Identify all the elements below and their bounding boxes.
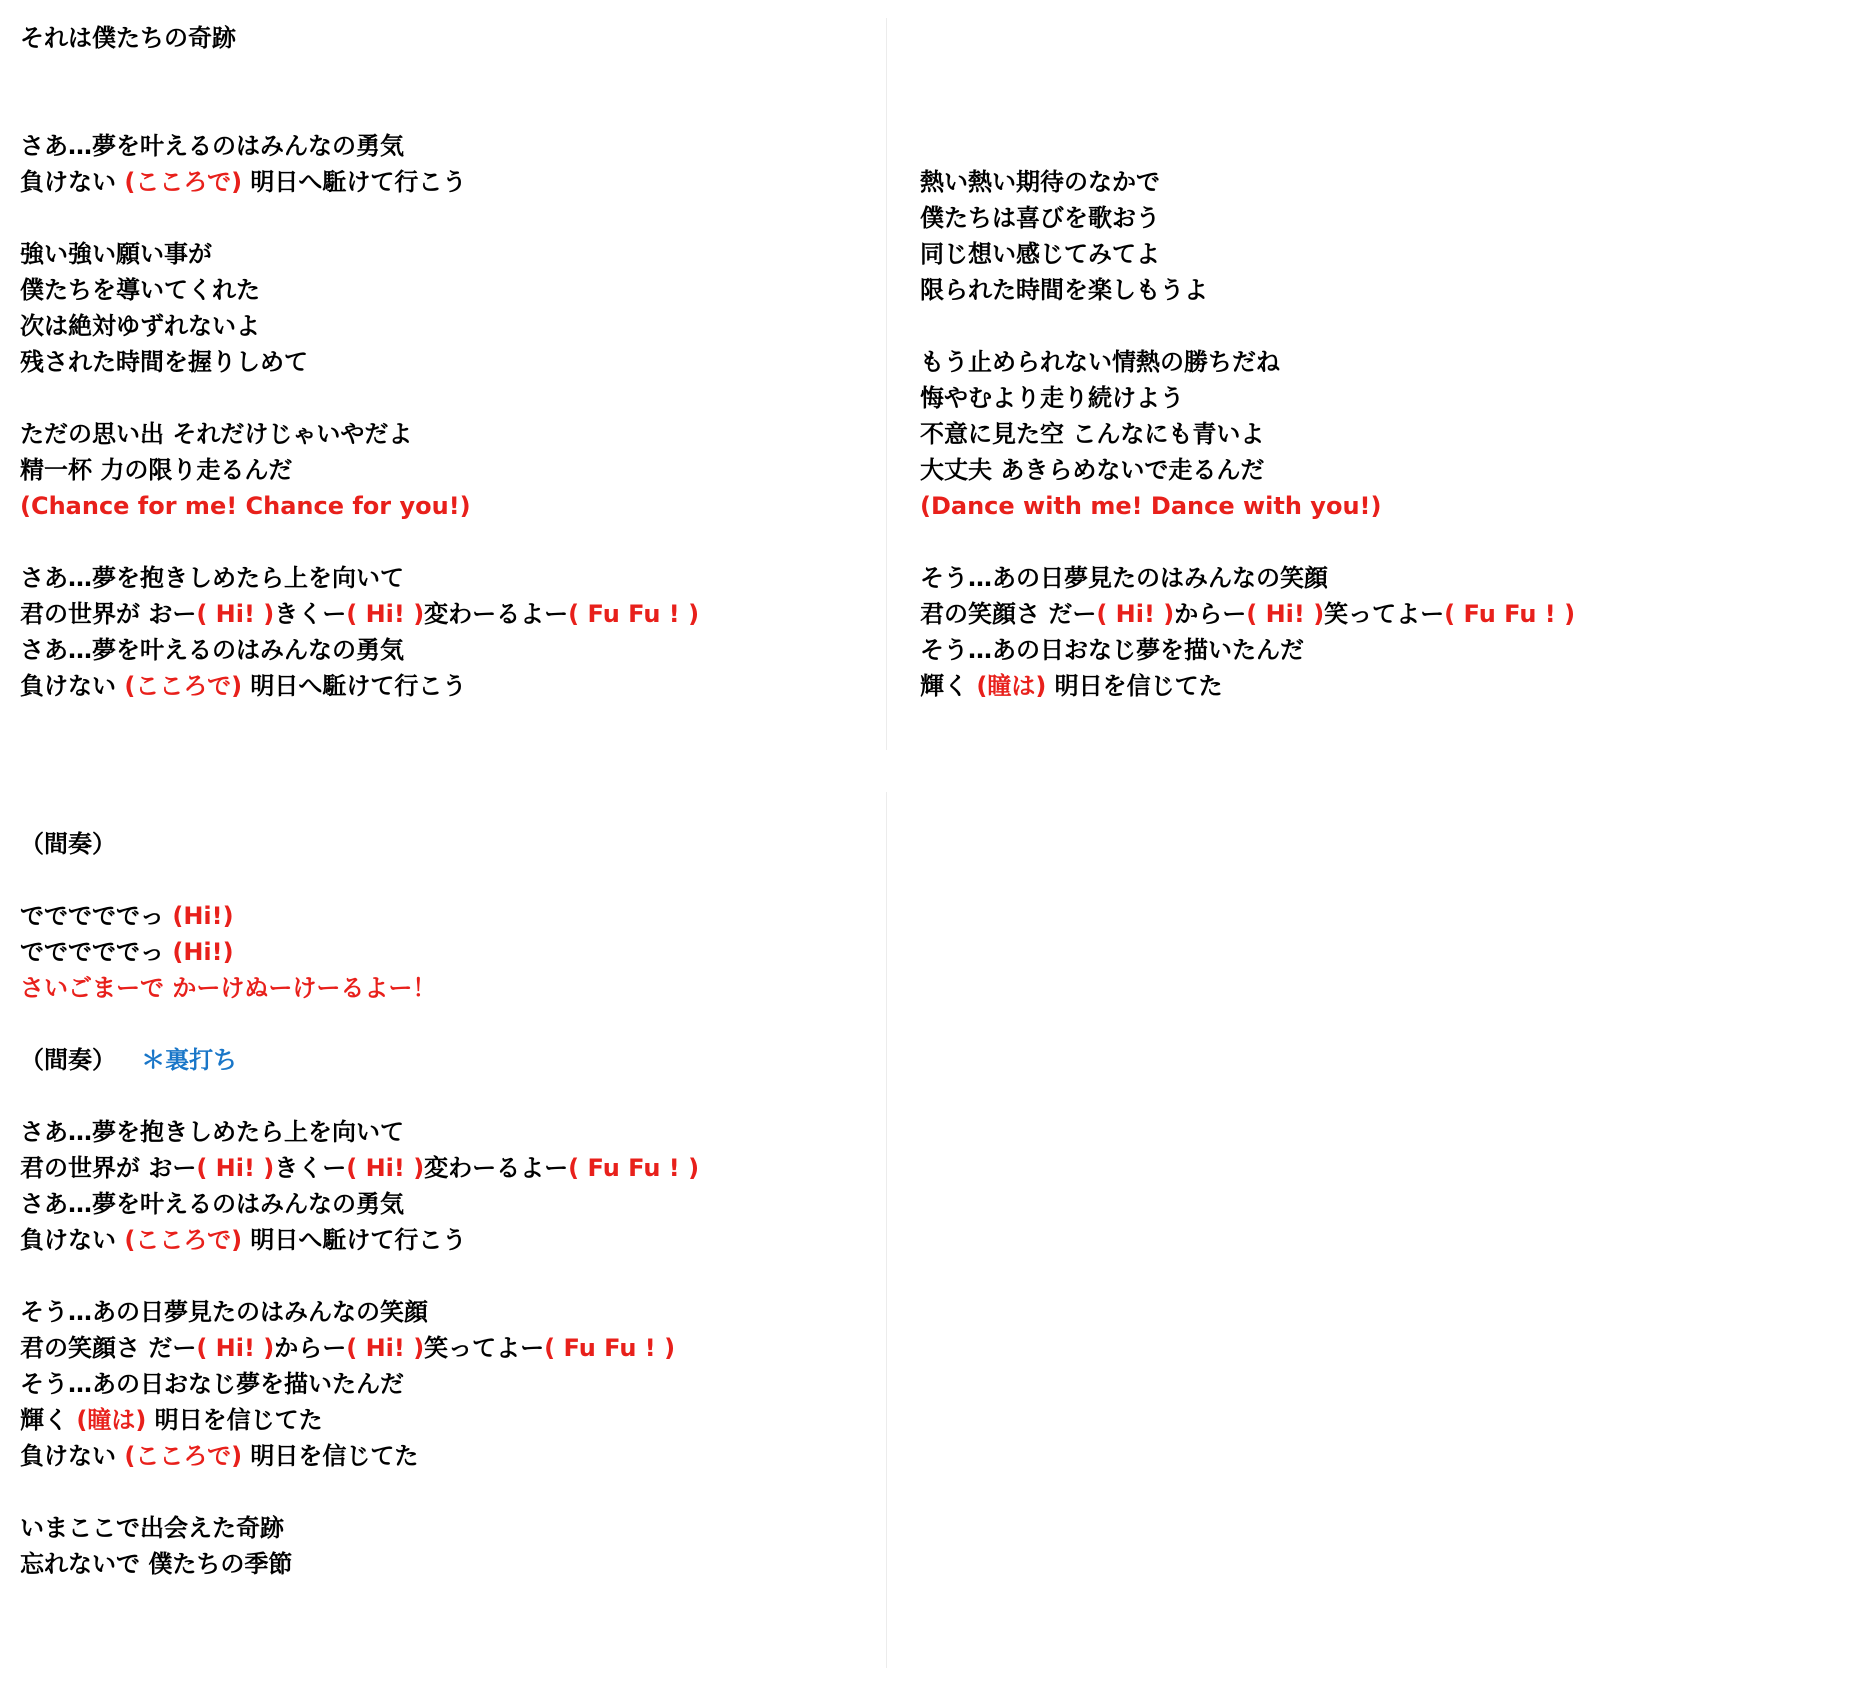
- lyric-text: さあ…夢を叶えるのはみんなの勇気: [20, 636, 404, 664]
- blank-line: [920, 20, 1575, 56]
- call-text: (こころで): [124, 672, 243, 700]
- lyric-text: 不意に見た空 こんなにも青いよ: [920, 420, 1265, 448]
- lyric-text: 精一杯 力の限り走るんだ: [20, 456, 293, 484]
- lyric-text: 限られた時間を楽しもうよ: [920, 276, 1208, 304]
- lyric-line: [920, 632, 1575, 668]
- lyric-text: 明日へ駈けて行こう: [242, 672, 467, 700]
- lyric-text: そう…あの日夢見たのはみんなの笑顔: [920, 564, 1328, 592]
- lyric-line: [20, 1438, 699, 1474]
- blank-line: [20, 524, 699, 560]
- lyrics-page-top-left: [0, 0, 880, 760]
- lyric-text: ただの思い出 それだけじゃいやだよ: [20, 420, 413, 448]
- lyric-text: 次は絶対ゆずれないよ: [20, 312, 260, 340]
- lyric-line: [20, 128, 699, 164]
- lyric-line: [20, 632, 699, 668]
- call-text: (Dance with me! Dance with you!): [920, 492, 1382, 520]
- lyric-text: 変わーるよー: [424, 600, 569, 628]
- lyric-line: [920, 416, 1575, 452]
- lyric-line: [20, 416, 699, 452]
- call-text: (Hi!): [172, 938, 234, 966]
- lyric-text: 僕たちを導いてくれた: [20, 276, 260, 304]
- lyric-text: 君の笑顔さ だー: [920, 600, 1097, 628]
- lyric-line: [920, 668, 1575, 704]
- call-text: (瞳は): [76, 1406, 147, 1434]
- call-text: ( Hi! ): [346, 1154, 425, 1182]
- lyric-text: でででででっ: [20, 902, 173, 930]
- lyric-line: [20, 164, 699, 200]
- lyric-line: [20, 1330, 699, 1366]
- lyric-line: [920, 560, 1575, 596]
- lyric-text: 僕たちは喜びを歌おう: [920, 204, 1160, 232]
- lyric-text: 明日へ駈けて行こう: [242, 1226, 467, 1254]
- lyric-text: 残された時間を握りしめて: [20, 348, 308, 376]
- note-text: ＊裏打ち: [141, 1046, 238, 1074]
- call-text: ( Hi! ): [346, 1334, 425, 1362]
- lyric-text: さあ…夢を叶えるのはみんなの勇気: [20, 1190, 404, 1218]
- lyric-text: 笑ってよー: [1324, 600, 1445, 628]
- call-text: ( Hi! ): [1246, 600, 1325, 628]
- call-text: ( Fu Fu ! ): [544, 1334, 676, 1362]
- lyric-text: 変わーるよー: [424, 1154, 569, 1182]
- lyric-text: きくー: [274, 600, 347, 628]
- lyric-line: [20, 1222, 699, 1258]
- lyric-text: 君の世界が おー: [20, 600, 197, 628]
- lyrics-page-top-right: [900, 0, 1872, 760]
- blank-line: [20, 56, 699, 92]
- blank-line: [920, 56, 1575, 92]
- lyric-text: 君の笑顔さ だー: [20, 1334, 197, 1362]
- blank-line: [20, 862, 699, 898]
- lyric-line: [20, 1402, 699, 1438]
- lyric-line: [20, 826, 699, 862]
- lyric-text: 明日へ駈けて行こう: [242, 168, 467, 196]
- blank-line: [20, 200, 699, 236]
- lyric-line: [20, 1294, 699, 1330]
- lyric-text: 輝く: [920, 672, 977, 700]
- lyric-text: もう止められない情熱の勝ちだね: [920, 348, 1280, 376]
- blank-line: [920, 128, 1575, 164]
- blank-line: [20, 1474, 699, 1510]
- blank-line: [920, 524, 1575, 560]
- lyric-line: [20, 934, 699, 970]
- call-text: ( Hi! ): [196, 1154, 275, 1182]
- lyric-text: （間奏）: [20, 1046, 142, 1074]
- lyric-text: 負けない: [20, 672, 125, 700]
- lyric-line: [20, 1510, 699, 1546]
- lyric-line: [20, 20, 699, 56]
- lyric-line: [20, 272, 699, 308]
- call-text: ( Fu Fu ! ): [568, 600, 700, 628]
- lyric-text: （間奏）: [20, 830, 116, 858]
- call-text: (こころで): [124, 1442, 243, 1470]
- lyric-line: [920, 452, 1575, 488]
- lyric-line: [20, 1042, 699, 1078]
- lyric-line: [920, 380, 1575, 416]
- lyric-text: 負けない: [20, 168, 125, 196]
- lyric-text: 明日を信じてた: [242, 1442, 419, 1470]
- call-text: (Hi!): [172, 902, 234, 930]
- blank-line: [920, 92, 1575, 128]
- blank-line: [20, 92, 699, 128]
- lyric-text: 強い強い願い事が: [20, 240, 212, 268]
- lyric-text: きくー: [274, 1154, 347, 1182]
- call-text: (瞳は): [976, 672, 1047, 700]
- lyric-line: [920, 272, 1575, 308]
- blank-line: [20, 1006, 699, 1042]
- lyric-text: 負けない: [20, 1226, 125, 1254]
- call-text: ( Hi! ): [346, 600, 425, 628]
- call-text: さいごまーで かーけぬーけーるよー！: [20, 974, 437, 1002]
- call-text: (こころで): [124, 1226, 243, 1254]
- page-divider: [886, 18, 887, 750]
- lyric-line: [20, 488, 699, 524]
- lyric-text: そう…あの日おなじ夢を描いたんだ: [20, 1370, 404, 1398]
- lyric-text: 負けない: [20, 1442, 125, 1470]
- lyric-text: 明日を信じてた: [1046, 672, 1223, 700]
- lyric-line: [20, 668, 699, 704]
- lyric-text: 輝く: [20, 1406, 77, 1434]
- lyric-text: からー: [274, 1334, 347, 1362]
- lyric-text: 同じ想い感じてみてよ: [920, 240, 1160, 268]
- blank-line: [20, 380, 699, 416]
- lyrics-block: [20, 20, 699, 704]
- lyric-line: [20, 898, 699, 934]
- lyric-line: [20, 560, 699, 596]
- blank-line: [20, 1078, 699, 1114]
- page-divider: [886, 792, 887, 1668]
- lyric-line: [920, 236, 1575, 272]
- call-text: ( Hi! ): [196, 600, 275, 628]
- lyric-text: 笑ってよー: [424, 1334, 545, 1362]
- lyric-text: 明日を信じてた: [146, 1406, 323, 1434]
- lyric-line: [20, 1150, 699, 1186]
- lyric-line: [20, 970, 699, 1006]
- lyric-text: でででででっ: [20, 938, 173, 966]
- lyric-text: そう…あの日夢見たのはみんなの笑顔: [20, 1298, 428, 1326]
- lyric-line: [920, 596, 1575, 632]
- lyric-text: それは僕たちの奇跡: [20, 24, 236, 52]
- call-text: (Chance for me! Chance for you!): [20, 492, 471, 520]
- lyric-line: [20, 452, 699, 488]
- lyric-line: [920, 200, 1575, 236]
- call-text: ( Hi! ): [196, 1334, 275, 1362]
- lyric-text: さあ…夢を抱きしめたら上を向いて: [20, 1118, 404, 1146]
- lyric-line: [920, 164, 1575, 200]
- lyric-text: 忘れないで 僕たちの季節: [20, 1550, 293, 1578]
- lyric-line: [20, 344, 699, 380]
- lyrics-page-bottom-left: [0, 780, 880, 1682]
- lyric-text: さあ…夢を叶えるのはみんなの勇気: [20, 132, 404, 160]
- lyric-text: いまここで出会えた奇跡: [20, 1514, 284, 1542]
- lyric-line: [20, 1546, 699, 1582]
- call-text: ( Fu Fu ! ): [568, 1154, 700, 1182]
- lyric-line: [20, 1186, 699, 1222]
- lyrics-block: [20, 826, 699, 1582]
- lyric-text: からー: [1174, 600, 1247, 628]
- blank-line: [20, 1258, 699, 1294]
- lyric-line: [920, 488, 1575, 524]
- lyric-text: 悔やむより走り続けよう: [920, 384, 1184, 412]
- lyric-line: [20, 1114, 699, 1150]
- lyric-text: 大丈夫 あきらめないで走るんだ: [920, 456, 1265, 484]
- lyric-line: [920, 344, 1575, 380]
- lyric-text: さあ…夢を抱きしめたら上を向いて: [20, 564, 404, 592]
- lyric-line: [20, 308, 699, 344]
- lyric-line: [20, 1366, 699, 1402]
- call-text: (こころで): [124, 168, 243, 196]
- lyric-line: [20, 596, 699, 632]
- lyrics-block: [920, 20, 1575, 704]
- lyric-text: そう…あの日おなじ夢を描いたんだ: [920, 636, 1304, 664]
- lyric-text: 熱い熱い期待のなかで: [920, 168, 1160, 196]
- call-text: ( Fu Fu ! ): [1444, 600, 1576, 628]
- lyric-line: [20, 236, 699, 272]
- lyric-text: 君の世界が おー: [20, 1154, 197, 1182]
- blank-line: [920, 308, 1575, 344]
- call-text: ( Hi! ): [1096, 600, 1175, 628]
